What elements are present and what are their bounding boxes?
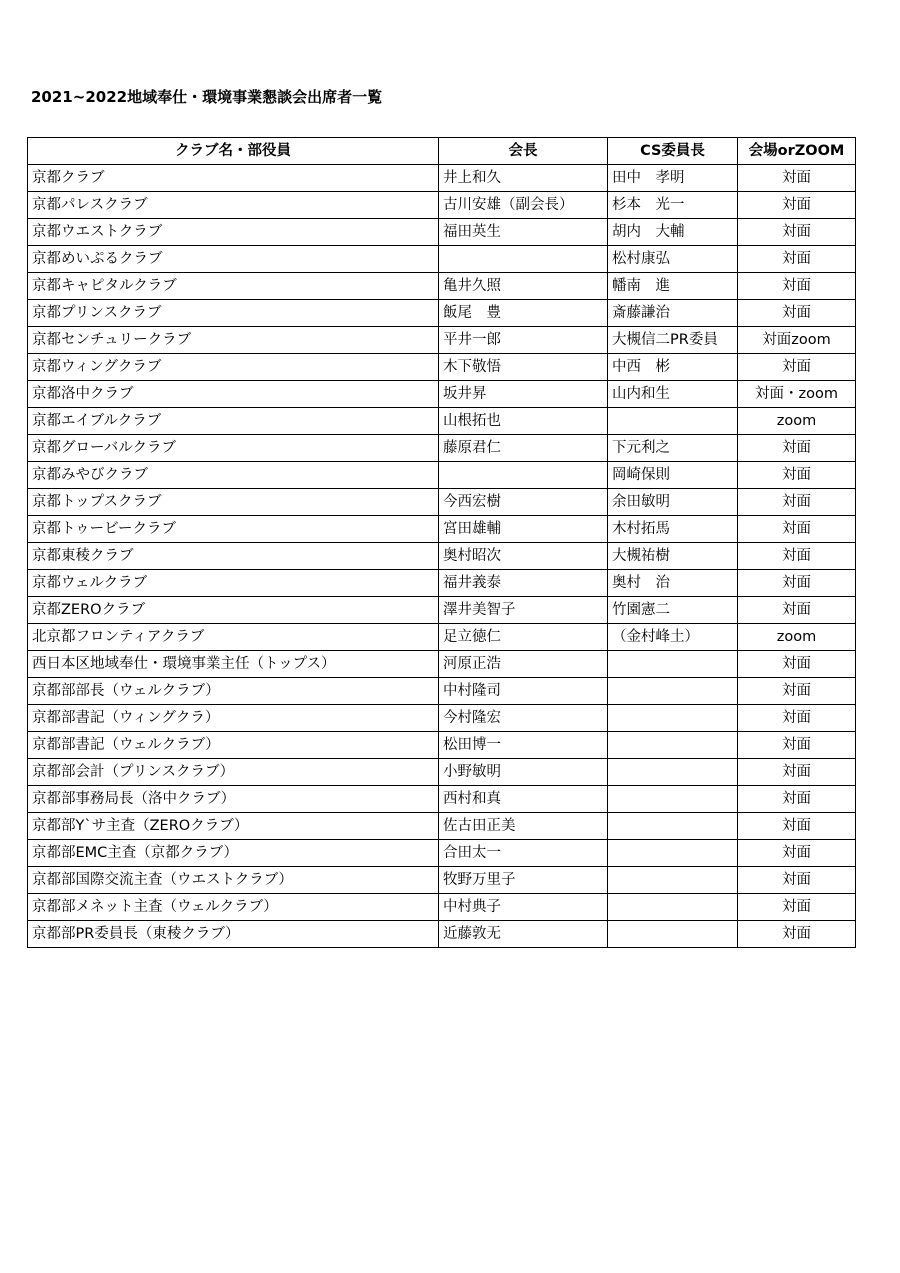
- cell-cs-chair: [608, 408, 738, 435]
- cell-venue: 対面: [738, 462, 856, 489]
- table-row: [28, 732, 856, 759]
- table-row: [28, 273, 856, 300]
- cell-cs-chair: [608, 759, 738, 786]
- cell-club: 京都みやびクラブ: [28, 462, 439, 489]
- table-row: [28, 840, 856, 867]
- table-row: [28, 597, 856, 624]
- cell-club: 京都パレスクラブ: [28, 192, 439, 219]
- cell-president: 福井義泰: [439, 570, 608, 597]
- cell-club: 京都クラブ: [28, 165, 439, 192]
- table-row: [28, 543, 856, 570]
- cell-president: 小野敏明: [439, 759, 608, 786]
- cell-president: 奥村昭次: [439, 543, 608, 570]
- header-cs-chair: CS委員長: [608, 138, 738, 165]
- cell-club: 京都ウェルクラブ: [28, 570, 439, 597]
- cell-club: 京都東稜クラブ: [28, 543, 439, 570]
- cell-president: 中村隆司: [439, 678, 608, 705]
- cell-venue: 対面: [738, 246, 856, 273]
- cell-club: 京都部Y`サ主査（ZEROクラブ）: [28, 813, 439, 840]
- header-club: クラブ名・部役員: [28, 138, 439, 165]
- cell-venue: 対面: [738, 165, 856, 192]
- table-row: [28, 165, 856, 192]
- cell-president: 合田太一: [439, 840, 608, 867]
- cell-president: 足立徳仁: [439, 624, 608, 651]
- cell-cs-chair: 岡崎保則: [608, 462, 738, 489]
- cell-venue: 対面: [738, 597, 856, 624]
- cell-cs-chair: 奥村 治: [608, 570, 738, 597]
- cell-president: [439, 462, 608, 489]
- cell-club: 京都グローバルクラブ: [28, 435, 439, 462]
- cell-club: 京都部EMC主査（京都クラブ）: [28, 840, 439, 867]
- cell-venue: 対面: [738, 651, 856, 678]
- table-row: [28, 921, 856, 948]
- cell-cs-chair: [608, 813, 738, 840]
- cell-club: 京都キャピタルクラブ: [28, 273, 439, 300]
- cell-president: 坂井昇: [439, 381, 608, 408]
- table-header-row: [28, 138, 856, 165]
- attendee-table: [27, 137, 856, 948]
- cell-cs-chair: [608, 921, 738, 948]
- cell-cs-chair: [608, 705, 738, 732]
- cell-president: 松田博一: [439, 732, 608, 759]
- cell-president: 牧野万里子: [439, 867, 608, 894]
- table-row: [28, 246, 856, 273]
- table-row: [28, 300, 856, 327]
- cell-venue: 対面: [738, 840, 856, 867]
- cell-club: 京都ウエストクラブ: [28, 219, 439, 246]
- cell-venue: 対面: [738, 786, 856, 813]
- table-row: [28, 435, 856, 462]
- cell-club: 京都部書記（ウェルクラブ）: [28, 732, 439, 759]
- cell-cs-chair: [608, 840, 738, 867]
- cell-cs-chair: [608, 786, 738, 813]
- cell-venue: 対面zoom: [738, 327, 856, 354]
- cell-venue: 対面: [738, 867, 856, 894]
- table-row: [28, 462, 856, 489]
- header-president: 会長: [439, 138, 608, 165]
- cell-president: 古川安雄（副会長）: [439, 192, 608, 219]
- cell-cs-chair: 竹園憲二: [608, 597, 738, 624]
- cell-venue: 対面: [738, 435, 856, 462]
- cell-president: 山根拓也: [439, 408, 608, 435]
- cell-president: [439, 246, 608, 273]
- cell-venue: 対面: [738, 273, 856, 300]
- cell-cs-chair: 木村拓馬: [608, 516, 738, 543]
- cell-cs-chair: 幡南 進: [608, 273, 738, 300]
- cell-president: 河原正浩: [439, 651, 608, 678]
- cell-president: 中村典子: [439, 894, 608, 921]
- cell-venue: 対面: [738, 192, 856, 219]
- cell-venue: zoom: [738, 624, 856, 651]
- cell-cs-chair: [608, 678, 738, 705]
- cell-president: 今村隆宏: [439, 705, 608, 732]
- cell-president: 井上和久: [439, 165, 608, 192]
- cell-venue: 対面: [738, 732, 856, 759]
- cell-cs-chair: 余田敏明: [608, 489, 738, 516]
- cell-president: 宮田雄輔: [439, 516, 608, 543]
- table-row: [28, 786, 856, 813]
- table-row: [28, 570, 856, 597]
- cell-club: 京都部PR委員長（東稜クラブ）: [28, 921, 439, 948]
- cell-club: 京都トゥービークラブ: [28, 516, 439, 543]
- cell-cs-chair: [608, 651, 738, 678]
- cell-cs-chair: [608, 867, 738, 894]
- cell-venue: 対面: [738, 894, 856, 921]
- cell-president: 平井一郎: [439, 327, 608, 354]
- table-body: [28, 165, 856, 948]
- cell-club: 京都部メネット主査（ウェルクラブ）: [28, 894, 439, 921]
- cell-cs-chair: 大槻祐樹: [608, 543, 738, 570]
- cell-club: 京都プリンスクラブ: [28, 300, 439, 327]
- cell-venue: zoom: [738, 408, 856, 435]
- cell-venue: 対面: [738, 570, 856, 597]
- table-row: [28, 894, 856, 921]
- cell-venue: 対面: [738, 219, 856, 246]
- cell-venue: 対面: [738, 678, 856, 705]
- cell-president: 藤原君仁: [439, 435, 608, 462]
- cell-president: 亀井久照: [439, 273, 608, 300]
- cell-cs-chair: 田中 孝明: [608, 165, 738, 192]
- cell-club: 京都部国際交流主査（ウエストクラブ）: [28, 867, 439, 894]
- cell-club: 京都ウィングクラブ: [28, 354, 439, 381]
- cell-president: 澤井美智子: [439, 597, 608, 624]
- table-row: [28, 624, 856, 651]
- table-row: [28, 705, 856, 732]
- cell-cs-chair: （金村峰土）: [608, 624, 738, 651]
- cell-cs-chair: 胡内 大輔: [608, 219, 738, 246]
- header-venue: 会場orZOOM: [738, 138, 856, 165]
- table-row: [28, 759, 856, 786]
- table-row: [28, 192, 856, 219]
- cell-cs-chair: 下元利之: [608, 435, 738, 462]
- cell-venue: 対面: [738, 300, 856, 327]
- cell-venue: 対面: [738, 543, 856, 570]
- cell-venue: 対面: [738, 489, 856, 516]
- cell-club: 京都センチュリークラブ: [28, 327, 439, 354]
- table-row: [28, 813, 856, 840]
- cell-venue: 対面: [738, 705, 856, 732]
- cell-club: 京都トップスクラブ: [28, 489, 439, 516]
- table-row: [28, 516, 856, 543]
- table-row: [28, 489, 856, 516]
- table-row: [28, 651, 856, 678]
- cell-venue: 対面・zoom: [738, 381, 856, 408]
- cell-venue: 対面: [738, 921, 856, 948]
- cell-venue: 対面: [738, 354, 856, 381]
- table-row: [28, 327, 856, 354]
- cell-club: 京都ZEROクラブ: [28, 597, 439, 624]
- cell-cs-chair: 大槻信二PR委員: [608, 327, 738, 354]
- cell-cs-chair: 松村康弘: [608, 246, 738, 273]
- cell-president: 西村和真: [439, 786, 608, 813]
- cell-cs-chair: [608, 732, 738, 759]
- cell-club: 京都めいぷるクラブ: [28, 246, 439, 273]
- cell-president: 木下敬悟: [439, 354, 608, 381]
- cell-venue: 対面: [738, 516, 856, 543]
- cell-president: 近藤敦无: [439, 921, 608, 948]
- table-row: [28, 678, 856, 705]
- cell-cs-chair: 中西 彬: [608, 354, 738, 381]
- cell-club: 京都洛中クラブ: [28, 381, 439, 408]
- cell-president: 佐古田正美: [439, 813, 608, 840]
- cell-cs-chair: 斎藤謙治: [608, 300, 738, 327]
- cell-club: 京都部部長（ウェルクラブ）: [28, 678, 439, 705]
- table-row: [28, 867, 856, 894]
- cell-cs-chair: 杉本 光一: [608, 192, 738, 219]
- cell-president: 飯尾 豊: [439, 300, 608, 327]
- cell-club: 北京都フロンティアクラブ: [28, 624, 439, 651]
- cell-club: 京都部書記（ウィングクラ）: [28, 705, 439, 732]
- cell-club: 京都部会計（プリンスクラブ）: [28, 759, 439, 786]
- table-row: [28, 408, 856, 435]
- table-row: [28, 354, 856, 381]
- cell-venue: 対面: [738, 759, 856, 786]
- cell-president: 福田英生: [439, 219, 608, 246]
- cell-president: 今西宏樹: [439, 489, 608, 516]
- document-title: 2021~2022地域奉仕・環境事業懇談会出席者一覧: [31, 88, 383, 106]
- cell-club: 京都エイブルクラブ: [28, 408, 439, 435]
- cell-venue: 対面: [738, 813, 856, 840]
- table-row: [28, 381, 856, 408]
- cell-cs-chair: 山内和生: [608, 381, 738, 408]
- cell-club: 西日本区地域奉仕・環境事業主任（トップス）: [28, 651, 439, 678]
- cell-club: 京都部事務局長（洛中クラブ）: [28, 786, 439, 813]
- table-row: [28, 219, 856, 246]
- cell-cs-chair: [608, 894, 738, 921]
